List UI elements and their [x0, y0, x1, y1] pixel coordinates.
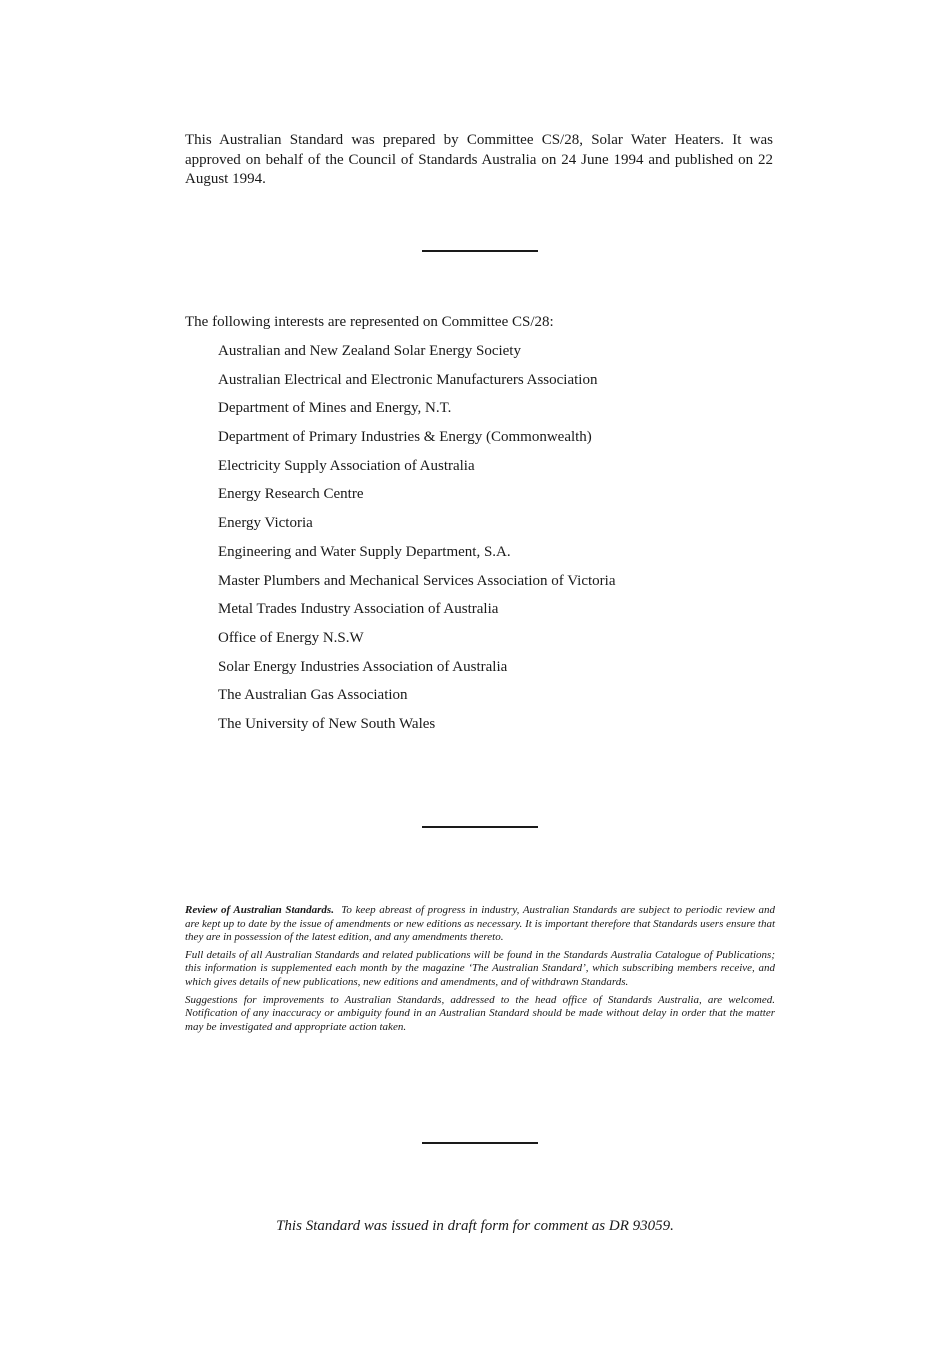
- committee-member: Department of Primary Industries & Energy (Commonwealth): [218, 429, 592, 446]
- committee-member-list: [218, 341, 615, 743]
- committee-member: Office of Energy N.S.W: [218, 629, 364, 646]
- committee-member: Master Plumbers and Mechanical Services Association of Victoria: [218, 572, 616, 589]
- review-heading: Review of Australian Standards.: [185, 904, 334, 916]
- committee-member: Department of Mines and Energy, N.T.: [218, 400, 452, 417]
- committee-intro: The following interests are represented on Committee CS/28:: [185, 314, 554, 330]
- review-paragraph: [185, 904, 775, 945]
- review-paragraph: Suggestions for improvements to Australian Standards, addressed to the head office of Standards Australia, are welcomed. Notification of any inaccuracy or ambiguity found in an Australian Standard should be made without delay in order that the matter may be investigated and appropriate action taken.: [185, 993, 775, 1033]
- committee-member: Energy Research Centre: [218, 486, 364, 503]
- committee-member: Solar Energy Industries Association of Australia: [218, 658, 508, 675]
- preparation-statement: This Australian Standard was prepared by Committee CS/28, Solar Water Heaters. It was approved on behalf of the Council of Standards Australia on 24 June 1994 and published on 22 August 1994.: [185, 132, 773, 187]
- committee-member: Engineering and Water Supply Department, S.A.: [218, 543, 511, 560]
- review-text: To keep abreast of progress in industry, Australian Standards are subject to periodic review and are kept up to date by the issue of amendments or new editions as necessary. It is important therefore that Standards users ensure that they are in possession of the latest edition, and any amendments thereto.: [185, 904, 775, 944]
- section-divider: [422, 250, 538, 252]
- review-notice: [185, 904, 775, 1038]
- committee-member: The Australian Gas Association: [218, 687, 408, 704]
- committee-member: Energy Victoria: [218, 515, 313, 532]
- draft-note: This Standard was issued in draft form for comment as DR 93059.: [276, 1218, 674, 1234]
- committee-member: Electricity Supply Association of Australia: [218, 457, 475, 474]
- committee-member: The University of New South Wales: [218, 715, 436, 732]
- committee-member: Australian Electrical and Electronic Manufacturers Association: [218, 371, 598, 388]
- section-divider: [422, 826, 538, 828]
- committee-member: Metal Trades Industry Association of Australia: [218, 601, 499, 618]
- review-paragraph: Full details of all Australian Standards and related publications will be found in the Standards Australia Catalogue of Publications; this information is supplemented each month by the magazine ‘The Australian Standard’, which subscribing members receive, and which gives details of new publications, new editions and amendments, and of withdrawn Standards.: [185, 948, 775, 988]
- committee-member: Australian and New Zealand Solar Energy Society: [218, 343, 521, 359]
- section-divider: [422, 1142, 538, 1144]
